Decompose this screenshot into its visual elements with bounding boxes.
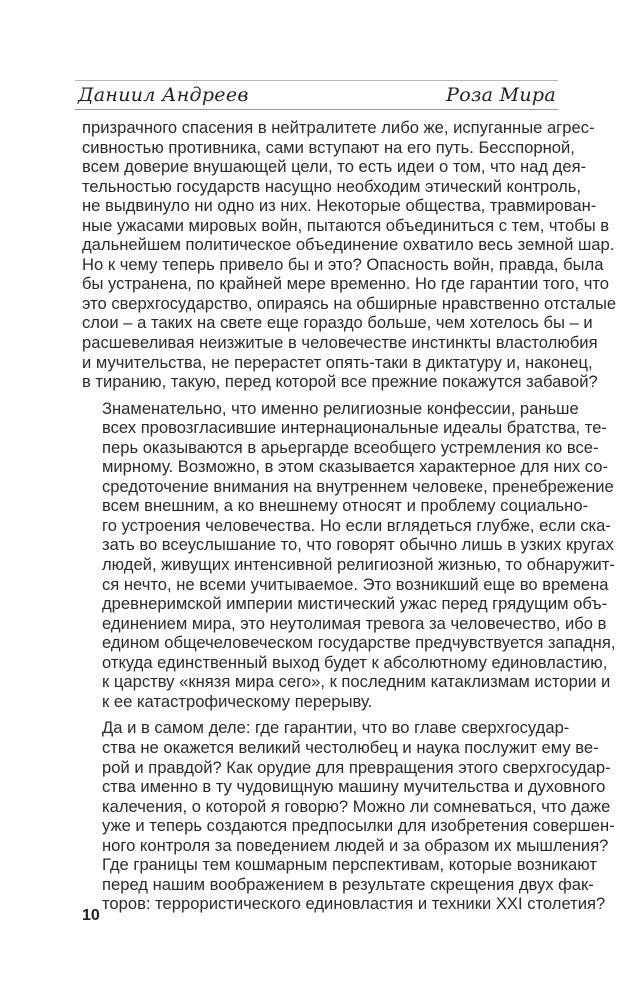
paragraph	[82, 398, 616, 712]
text-line: ства не окажется великий честолюбец и наука послужит ему ве-	[102, 737, 599, 757]
body-text	[82, 118, 617, 914]
text-line: дальнейшем политическое объединение охватило весь земной шар.	[82, 235, 615, 255]
text-line: это сверхгосударство, опираясь на обширные нравственно отсталые	[82, 293, 617, 313]
text-line: Знаменательно, что именно религиозные конфессии, раньше	[102, 398, 579, 418]
text-line: откуда единственный выход будет к абсолютному единовластию,	[102, 652, 608, 672]
text-line: калечения, о которой я говорю? Можно ли сомневаться, что даже	[102, 796, 611, 816]
text-line: древнеримской империи мистический ужас перед грядущим объ-	[102, 594, 608, 614]
text-line: ного контроля за поведением людей и за образом их мышления?	[102, 835, 609, 855]
text-line: всем внешним, а ко внешнему относят и проблему социально-	[102, 496, 589, 516]
text-line: средоточение внимания на внутреннем человеке, пренебрежение	[102, 476, 614, 496]
text-line: уже и теперь создаются предпосылки для изобретения совершен-	[102, 816, 615, 836]
paragraph	[82, 118, 617, 392]
text-line: тельностью государств насущно необходим этический контроль,	[82, 176, 582, 196]
text-line: перь оказываются в арьергарде всеобщего устремления ко все-	[102, 437, 599, 457]
text-line: перед нашим воображением в результате скрещения двух фак-	[102, 874, 594, 894]
text-line: го устроения человечества. Но если вглядеться глубже, если ска-	[102, 515, 611, 535]
text-line: к царству «князя мира сего», к последним катаклизмам истории и	[102, 672, 611, 692]
paragraph	[82, 718, 615, 914]
text-line: бы устранена, по крайней мере временно. Но где гарантии того, что	[82, 274, 609, 294]
text-line: единением мира, это неутолимая тревога за человечество, ибо в	[102, 613, 607, 633]
running-head-author: Даниил Андреев	[78, 84, 249, 106]
text-line: всех провозгласившие интернациональные идеалы братства, те-	[102, 418, 607, 438]
text-line: торов: террористического единовластия и техники XXI столетия?	[102, 894, 606, 914]
header-bottom-rule	[75, 109, 558, 110]
text-line: Но к чему теперь привело бы и это? Опасность войн, правда, была	[82, 254, 604, 274]
text-line: людей, живущих интенсивной религиозной жизнью, то обнаружит-	[102, 555, 615, 575]
text-line: всем доверие внушающей цели, то есть идеи о том, что над дея-	[82, 157, 587, 177]
text-line: в тиранию, такую, перед которой все прежние покажутся забавой?	[82, 372, 598, 392]
text-line: ства именно в ту чудовищную машину мучительства и духовного	[102, 777, 606, 797]
page-number: 10	[82, 907, 100, 924]
running-head-title: Роза Мира	[446, 84, 556, 106]
text-line: Где границы тем кошмарным перспективам, которые возникают	[102, 855, 597, 875]
text-line: не выдвинуло ни одно из них. Некоторые общества, травмирован-	[82, 196, 597, 216]
running-head	[78, 83, 556, 107]
text-line: едином общечеловеческом государстве предчувствуется западня,	[102, 633, 616, 653]
text-line: расшевеливая неизжитые в человечестве инстинкты властолюбия	[82, 333, 598, 353]
text-line: сивностью противника, сами вступают на его путь. Бесспорной,	[82, 137, 575, 157]
text-line: и мучительства, не перерастет опять-таки в диктатуру и, наконец,	[82, 352, 593, 372]
text-line: рой и правдой? Как орудие для превращения этого сверхгосудар-	[102, 757, 611, 777]
text-line: слои – а таких на свете еще гораздо больше, чем хотелось бы – и	[82, 313, 593, 333]
text-line: Да и в самом деле: где гарантии, что во главе сверхгосудар-	[102, 718, 570, 738]
text-line: зать во всеуслышание то, что говорят обычно лишь в узких кругах	[102, 535, 614, 555]
text-line: ся нечто, не всеми учитываемое. Это возникший еще во времена	[102, 574, 609, 594]
header-top-rule	[75, 80, 558, 81]
text-line: ные ужасами мировых войн, пытаются объединиться с тем, чтобы в	[82, 215, 610, 235]
text-line: к ее катастрофическому перерыву.	[102, 691, 373, 711]
text-line: мирному. Возможно, в этом сказывается характерное для них со-	[102, 457, 609, 477]
text-line: призрачного спасения в нейтралитете либо же, испуганные агрес-	[82, 118, 595, 137]
